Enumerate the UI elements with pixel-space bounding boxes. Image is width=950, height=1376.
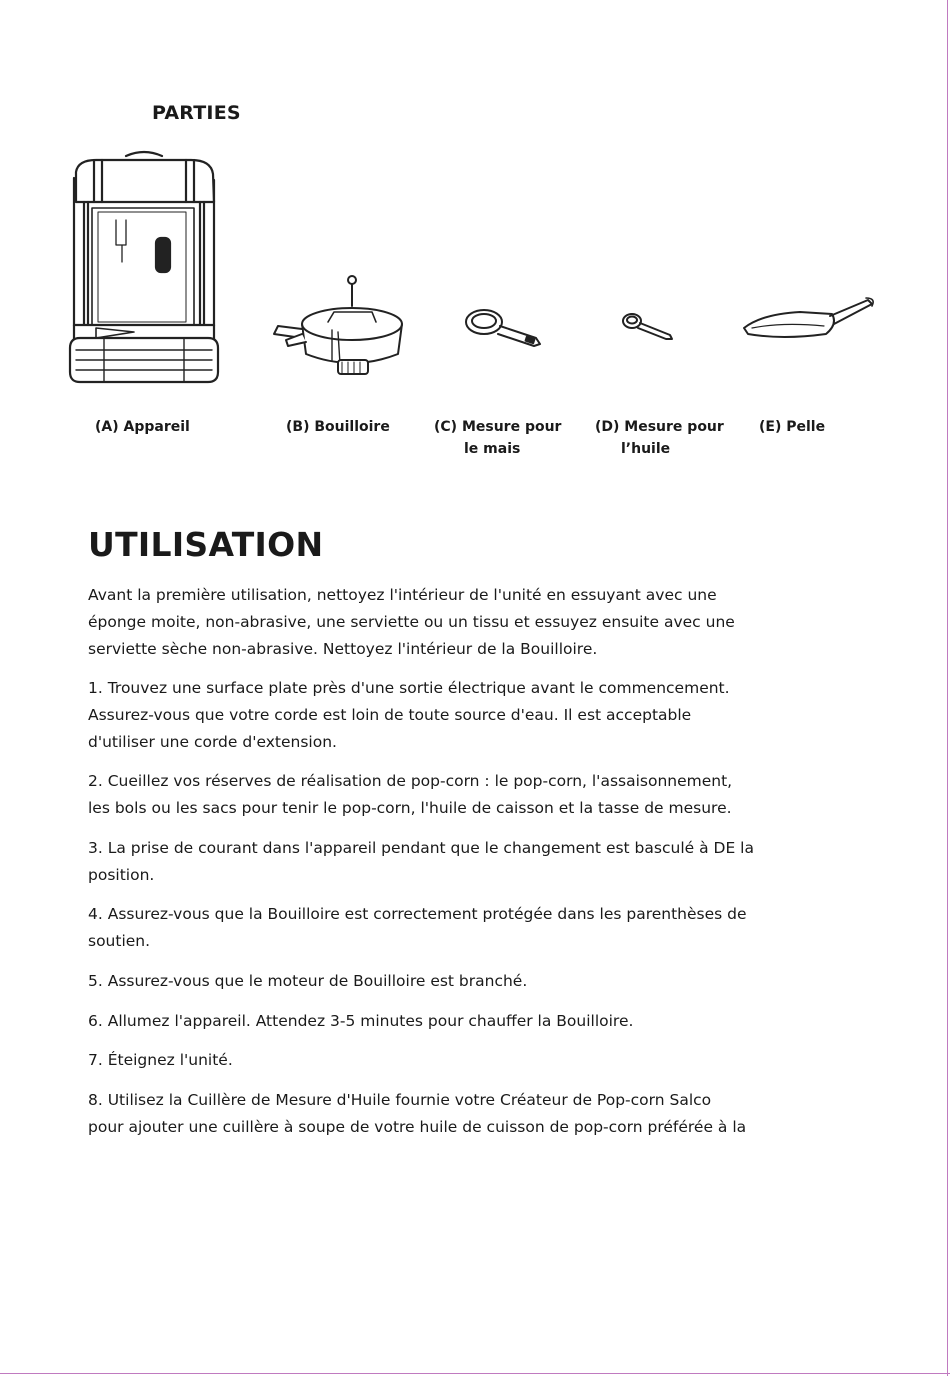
step-4-paragraph: 4. Assurez-vous que la Bouilloire est correctement protégée dans les parenthèses de soutien. bbox=[88, 905, 747, 950]
part-label-bouilloire: (B) Bouilloire bbox=[286, 419, 390, 435]
part-label-oil-measure: (D) Mesure pour l’huile bbox=[595, 419, 724, 457]
step-7-paragraph: 7. Éteignez l'unité. bbox=[88, 1051, 233, 1069]
step-5-paragraph: 5. Assurez-vous que le moteur de Bouilloire est branché. bbox=[88, 972, 528, 990]
popcorn-machine-icon bbox=[66, 150, 221, 385]
page-edge-bottom bbox=[0, 1373, 950, 1374]
step-8-paragraph: 8. Utilisez la Cuillère de Mesure d'Huile fournie votre Créateur de Pop-corn Salco pour ajouter une cuillère à soupe de votre huile de cuisson de pop-corn préférée à la bbox=[88, 1091, 747, 1136]
oil-measure-icon bbox=[620, 307, 678, 343]
page-edge-right bbox=[947, 0, 948, 1376]
corn-measure-icon bbox=[462, 304, 547, 348]
step-3-paragraph: 3. La prise de courant dans l'appareil pendant que le changement est basculé à DE la position. bbox=[88, 839, 754, 884]
intro-paragraph: Avant la première utilisation, nettoyez l'intérieur de l'unité en essuyant avec une éponge moite, non-abrasive, une serviette ou un tissu et essuyez ensuite avec une serviette sèche non-abrasive. Nettoyez l'intérieur de la Bouilloire. bbox=[88, 586, 735, 658]
part-label-appareil: (A) Appareil bbox=[95, 419, 190, 435]
kettle-icon bbox=[272, 274, 407, 379]
part-label-corn-measure: (C) Mesure pour le mais bbox=[434, 419, 562, 457]
part-label-pelle: (E) Pelle bbox=[759, 419, 826, 435]
step-2-paragraph: 2. Cueillez vos réserves de réalisation de pop-corn : le pop-corn, l'assaisonnement, les bols ou les sacs pour tenir le pop-corn, l'huile de caisson et la tasse de mesure. bbox=[88, 772, 733, 817]
step-6-paragraph: 6. Allumez l'appareil. Attendez 3-5 minutes pour chauffer la Bouilloire. bbox=[88, 1012, 634, 1030]
scoop-icon bbox=[742, 294, 878, 342]
step-1-paragraph: 1. Trouvez une surface plate près d'une sortie électrique avant le commencement. Assurez-vous que votre corde est loin de toute source d'eau. Il est acceptable d'utiliser une corde d'extension. bbox=[88, 679, 730, 751]
usage-heading: UTILISATION bbox=[88, 525, 324, 564]
parts-heading: PARTIES bbox=[152, 102, 241, 124]
